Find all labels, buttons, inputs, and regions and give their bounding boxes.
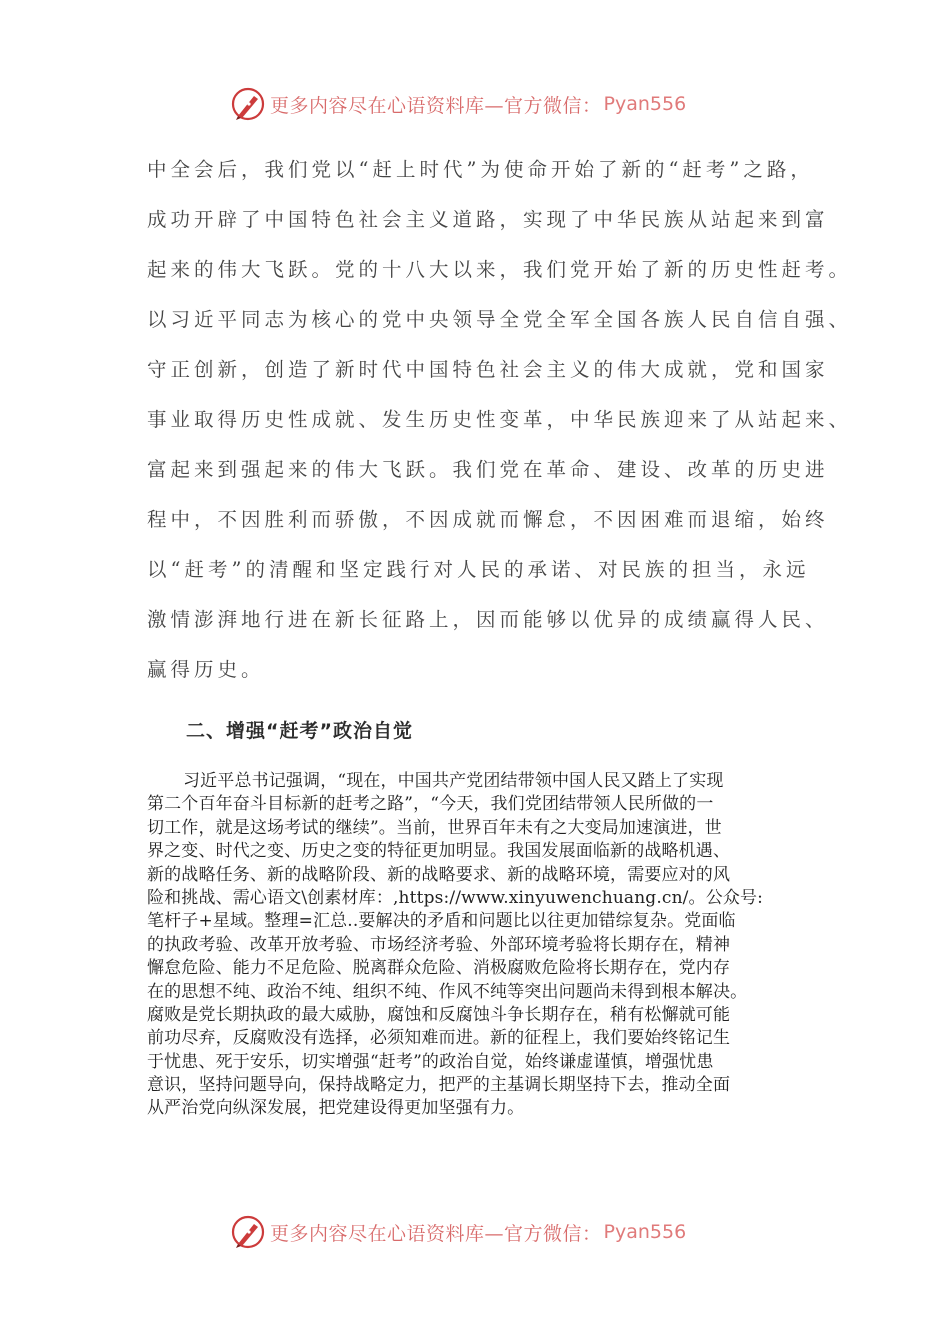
pen-logo-icon — [230, 86, 266, 122]
text-line: 新的战略任务、新的战略阶段、新的战略要求、新的战略环境，需要应对的风 — [147, 864, 731, 885]
text-line: 程中，不因胜利而骄傲，不因成就而懈怠，不因困难而退缩，始终 — [147, 508, 829, 531]
banner-text: 更多内容尽在心语资料库—官方微信： — [270, 1222, 602, 1245]
text-line: 从严治党向纵深发展，把党建设得更加坚强有力。 — [147, 1098, 525, 1119]
text-line: 激情澎湃地行进在新长征路上，因而能够以优异的成绩赢得人民、 — [147, 608, 829, 631]
pen-logo-icon — [230, 1214, 266, 1250]
text-line: 成功开辟了中国特色社会主义道路，实现了中华民族从站起来到富 — [147, 208, 829, 231]
text-line: 于忧患、死于安乐，切实增强“赶考”的政治自觉，始终谦虚谨慎，增强忧患 — [147, 1051, 714, 1072]
continued-paragraph — [147, 145, 853, 695]
text-line: 懈怠危险、能力不足危险、脱离群众危险、消极腐败危险将长期存在，党内存 — [147, 958, 731, 979]
text-line: 前功尽弃，反腐败没有选择，必须知难而进。新的征程上，我们要始终铭记生 — [147, 1028, 731, 1049]
section-paragraph — [147, 770, 827, 1121]
banner-wechat-id: Pyan556 — [603, 1221, 687, 1243]
text-line: 笔杆子+星域。整理=汇总..要解决的矛盾和问题比以往更加错综复杂。党面临 — [147, 911, 736, 932]
text-line: 险和挑战、需心语文\创素材库：,https://www.xinyuwenchuang.cn/。公众号: — [147, 887, 764, 908]
text-line: 意识，坚持问题导向，保持战略定力，把严的主基调长期坚持下去，推动全面 — [147, 1075, 731, 1096]
text-line: 腐败是党长期执政的最大威胁，腐蚀和反腐蚀斗争长期存在，稍有松懈就可能 — [147, 1004, 731, 1025]
text-line: 赢得历史。 — [147, 658, 265, 681]
text-line: 习近平总书记强调，“现在，中国共产党团结带领中国人民又踏上了实现 — [183, 771, 724, 791]
text-line: 守正创新，创造了新时代中国特色社会主义的伟大成就，党和国家 — [147, 358, 829, 381]
text-line: 的执政考验、改革开放考验、市场经济考验、外部环境考验将长期存在，精神 — [147, 934, 731, 955]
text-line: 以“赶考”的清醒和坚定践行对人民的承诺、对民族的担当，永远 — [147, 558, 810, 581]
banner-wechat-id: Pyan556 — [603, 93, 687, 115]
text-line: 在的思想不纯、政治不纯、组织不纯、作风不纯等突出问题尚未得到根本解决。 — [147, 981, 748, 1002]
text-line: 第二个百年奋斗目标新的赶考之路”，“今天，我们党团结带领人民所做的一 — [147, 794, 714, 815]
text-line: 起来的伟大飞跃。党的十八大以来，我们党开始了新的历史性赶考。 — [147, 258, 853, 281]
text-line: 中全会后，我们党以“赶上时代”为使命开始了新的“赶考”之路， — [147, 158, 814, 181]
text-line: 切工作，就是这场考试的继续”。当前，世界百年未有之大变局加速演进，世 — [147, 817, 722, 838]
header-watermark-banner — [230, 84, 686, 124]
banner-text: 更多内容尽在心语资料库—官方微信： — [270, 94, 602, 117]
footer-watermark-banner — [230, 1212, 686, 1252]
text-line: 界之变、时代之变、历史之变的特征更加明显。我国发展面临新的战略机遇、 — [147, 841, 731, 862]
text-line: 富起来到强起来的伟大飞跃。我们党在革命、建设、改革的历史进 — [147, 458, 829, 481]
text-line: 事业取得历史性成就、发生历史性变革，中华民族迎来了从站起来、 — [147, 408, 853, 431]
section-heading: 二、增强“赶考”政治自觉 — [186, 720, 413, 742]
text-line: 以习近平同志为核心的党中央领导全党全军全国各族人民自信自强、 — [147, 308, 853, 331]
